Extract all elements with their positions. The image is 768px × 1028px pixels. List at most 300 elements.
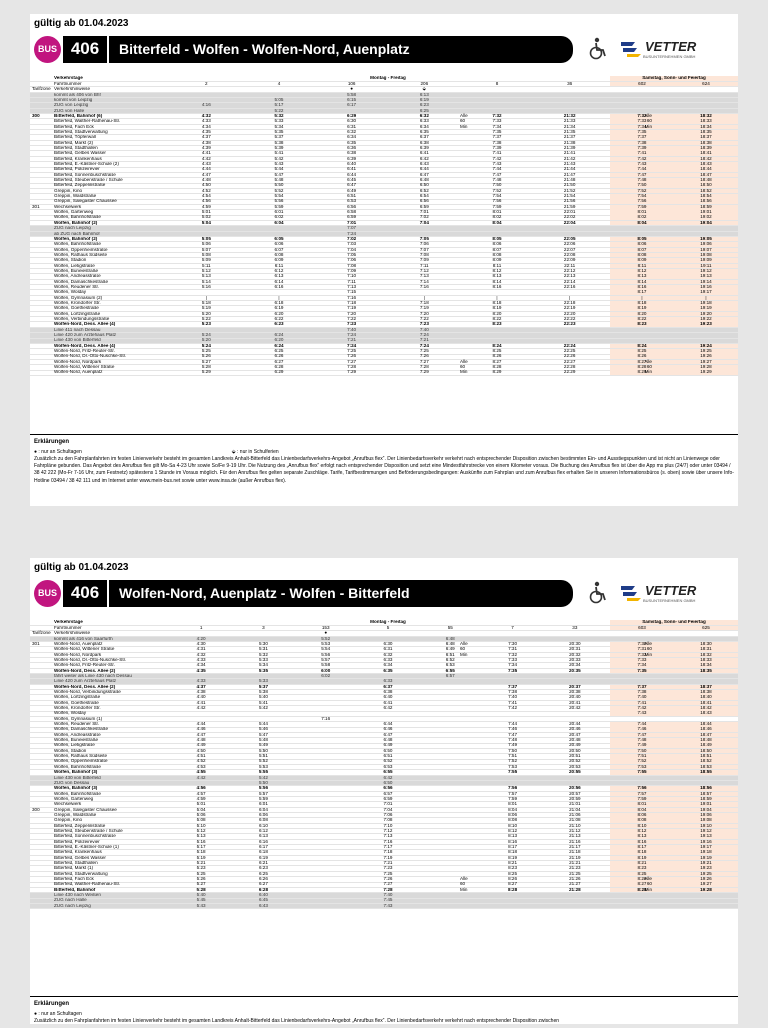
departure-time: 6:47 [419, 172, 429, 177]
departure-time: 5:35 [274, 129, 284, 134]
stop-name: Wolfen, Bahnhofstraße [54, 242, 101, 247]
departure-time: 7:23 [419, 322, 429, 327]
departure-time: 8:11 [492, 263, 502, 268]
line-number: 406 [63, 580, 107, 607]
stop-name: Wolfen-Nord, Dess. Allee (4) [54, 322, 116, 327]
departure-time: 6:23 [258, 866, 268, 871]
departure-time: 6:33 [383, 657, 393, 662]
departure-time: 7:04 [383, 807, 393, 812]
tarif-zone: 300 [32, 806, 40, 812]
trip-number: 2 [205, 81, 208, 86]
departure-time: 5:53 [321, 642, 331, 647]
stop-name: Wolfen, Gymnasium (1) [54, 716, 103, 721]
departure-time: 7:55 [507, 770, 518, 775]
departure-time: 4:50 [196, 748, 206, 753]
departure-time: 5:50 [274, 183, 284, 188]
stop-name: Bitterfeld, Fach Eck [54, 124, 94, 129]
departure-time: 6:41 [419, 151, 429, 156]
trip-number: 206 [420, 81, 429, 86]
departure-time: 22:04 [563, 220, 576, 225]
stop-name: Wolfen, Damaschkestraße [54, 279, 109, 284]
departure-time: 7:41 [492, 151, 502, 156]
frequency-note: Min [460, 123, 468, 129]
stop-name: Bitterfeld, Stadtverwaltung [54, 871, 108, 876]
company-sub: BUSUNTERNEHMEN GMBH [643, 54, 696, 59]
departure-time: 6:29 [347, 114, 357, 119]
departure-time: 22:22 [563, 317, 576, 321]
departure-time: 7:12 [419, 268, 429, 273]
departure-time: 21:38 [563, 140, 576, 145]
departure-time: 7:38 [610, 690, 674, 695]
departure-time: 6:41 [383, 700, 393, 705]
departure-time: 6:11 [274, 263, 284, 268]
departure-time: 7:32 [508, 652, 518, 657]
departure-time: 8:19 [508, 855, 518, 860]
stop-name: Linie 411 nach Dessau [54, 327, 101, 332]
departure-time: 5:42 [258, 775, 268, 780]
departure-time: 7:37 [610, 135, 674, 140]
departure-time: 8:17 [610, 845, 674, 850]
departure-time: 6:59 [347, 215, 357, 220]
departure-time: 8:12 [508, 828, 518, 833]
header-sasofe: Samstag, Sonn- und Feiertag [610, 620, 738, 625]
departure-time: 19:17 [674, 845, 738, 850]
departure-time: 22:23 [563, 322, 576, 327]
departure-time: 21:10 [569, 823, 581, 828]
departure-time: 20:41 [569, 700, 581, 705]
departure-time: 7:24 [347, 343, 357, 348]
stop-name: Greppin, Waldstraße [54, 812, 97, 817]
departure-time: 7:33 [610, 658, 674, 663]
stop-row [30, 371, 738, 376]
stop-name: Wolfen, Lietigstraße [54, 263, 95, 268]
departure-time: 19:17 [674, 290, 738, 295]
departure-time: 8:08 [508, 818, 518, 823]
departure-time: 20:55 [568, 770, 581, 775]
departure-time: 7:37 [507, 684, 518, 689]
departure-time: 6:19 [419, 97, 429, 102]
departure-time: 6:13 [258, 834, 268, 839]
departure-time: 5:23 [196, 866, 206, 871]
wheelchair-icon [587, 37, 609, 61]
departure-time: 8:29 [610, 370, 674, 375]
company-logo [621, 583, 696, 603]
departure-time: 18:37 [674, 685, 738, 690]
departure-time: 5:32 [274, 114, 284, 119]
timetable-return [30, 620, 738, 909]
departure-time: 5:39 [274, 146, 284, 150]
departure-time: 6:32 [347, 129, 357, 134]
departure-time: 7:27 [347, 359, 357, 364]
departure-time: 18:40 [674, 695, 738, 700]
departure-time: 7:40 [508, 695, 518, 700]
stop-name: Wolfen, Wolday [54, 290, 87, 295]
trip-number: 106 [347, 81, 356, 86]
departure-time: 8:27 [610, 882, 674, 887]
departure-time: 7:49 [610, 743, 674, 748]
trip-mark: ⬙ [422, 87, 427, 92]
stop-name: Wolfen, Krondorfer Str. [54, 300, 101, 305]
departure-time: 8:08 [610, 818, 674, 823]
departure-time: 18:43 [674, 162, 738, 167]
departure-time: 7:56 [492, 199, 502, 204]
departure-time: 7:06 [419, 242, 429, 247]
departure-time: 7:44 [492, 167, 502, 172]
departure-time: 19:25 [674, 349, 738, 354]
stop-name: Bitterfeld, Markt (1) [54, 866, 94, 871]
departure-time: 5:38 [258, 690, 268, 694]
connection-row [30, 904, 738, 909]
departure-time: 7:16 [383, 839, 393, 844]
departure-time: 7:59 [610, 797, 674, 802]
departure-time: 7:19 [419, 306, 429, 311]
departure-time: 21:27 [569, 882, 581, 887]
departure-time: 6:32 [419, 114, 429, 119]
departure-time: 8:20 [610, 312, 674, 317]
stop-name: Wechselwerk [54, 204, 82, 209]
departure-time: 6:31 [383, 647, 393, 652]
departure-time: 6:09 [274, 258, 284, 263]
departure-time: 6:42 [419, 156, 429, 161]
departure-time: 8:01 [610, 802, 674, 807]
departure-time: 22:12 [563, 268, 576, 273]
departure-time: 5:22 [201, 317, 211, 321]
departure-time: 7:48 [610, 178, 674, 183]
frequency-note: Min [460, 886, 468, 892]
departure-time: 6:02 [321, 673, 331, 678]
departure-time: 6:43 [258, 903, 268, 908]
stop-name: Wolfen-Nord, Dess. Allee (2) [54, 668, 116, 673]
departure-time: 5:40 [258, 695, 268, 700]
departure-time: 6:51 [445, 652, 455, 657]
departure-time: 8:08 [492, 252, 502, 257]
departure-time: 7:42 [610, 706, 674, 711]
departure-time: 7:49 [508, 743, 518, 748]
departure-time: 7:33 [508, 657, 518, 662]
departure-time: 7:04 [347, 247, 357, 252]
departure-time: 7:56 [610, 199, 674, 204]
departure-time: 21:33 [563, 119, 576, 124]
tarif-zone: 301 [32, 641, 40, 647]
stop-name: Wolfen, Goethestraße [54, 306, 99, 311]
departure-time: 19:01 [674, 802, 738, 807]
frequency-note-weekend: Alle [644, 358, 652, 364]
departure-time: 8:21 [508, 861, 518, 865]
departure-time: 7:24 [419, 333, 429, 338]
stop-name: Wolfen-Nord, Nordpark [54, 359, 102, 364]
departure-time: 7:40 [610, 695, 674, 700]
departure-time: 18:33 [674, 119, 738, 124]
departure-time: 7:05 [419, 236, 429, 241]
trip-number: 33 [572, 625, 578, 630]
departure-time: 7:08 [383, 818, 393, 823]
departure-time: 19:27 [674, 882, 738, 887]
departure-time: 19:12 [674, 829, 738, 834]
tarif-zone: 301 [32, 203, 40, 209]
departure-time: 19:18 [674, 850, 738, 855]
departure-time: 5:28 [201, 365, 211, 370]
stop-name: Wolfen-Nord, Nordpark [54, 652, 102, 657]
departure-time: 21:56 [563, 199, 576, 204]
departure-time: 22:05 [563, 236, 576, 241]
departure-time: 7:24 [419, 343, 429, 348]
frequency-note-weekend: Alle [644, 640, 652, 646]
departure-time: 6:01 [274, 210, 284, 215]
departure-time: 5:06 [196, 812, 206, 817]
frequency-note-weekend: Min [644, 886, 652, 892]
departure-time: 7:39 [610, 146, 674, 151]
departure-time: 4:32 [196, 652, 206, 657]
stop-row [30, 125, 738, 130]
departure-time: 7:39 [492, 146, 502, 150]
departure-time: 6:17 [347, 103, 357, 108]
stop-name: Bitterfeld, Walther-Rathenau-Str. [54, 882, 121, 887]
departure-time: 7:32 [610, 653, 674, 658]
departure-time: 19:25 [674, 872, 738, 877]
departure-time: 5:59 [274, 204, 284, 209]
departure-time: 7:18 [383, 850, 393, 855]
departure-time: 8:04 [508, 807, 518, 812]
departure-time: 6:26 [258, 877, 268, 882]
departure-time: 20:44 [569, 722, 581, 727]
header-fahrtnummer: Fahrtnummer [54, 81, 82, 86]
stop-name: Bitterfeld, Sonnenbuschstraße [54, 834, 116, 839]
departure-time: 5:32 [258, 652, 268, 657]
stop-name: ZUG nach Halle [54, 898, 87, 903]
departure-time: 22:08 [563, 252, 576, 257]
departure-time: 19:19 [674, 306, 738, 311]
departure-time: 6:26 [274, 354, 284, 359]
departure-time: 7:30 [610, 642, 674, 647]
departure-time: 21:59 [563, 204, 576, 209]
frequency-note: 60 [460, 646, 466, 652]
departure-time: 5:16 [201, 284, 211, 289]
departure-time: 4:38 [196, 690, 206, 694]
departure-time: 19:28 [674, 888, 738, 893]
departure-time: 7:15 [347, 290, 357, 295]
departure-time: 7:29 [419, 370, 429, 375]
stop-name: Bitterfeld, Bahnhof (6) [54, 114, 103, 119]
departure-time: 4:39 [201, 146, 211, 150]
departure-time: 19:28 [674, 365, 738, 370]
departure-time: 5:08 [201, 252, 211, 257]
departure-time: 8:23 [610, 866, 674, 871]
stop-name: fährt weiter als Linie 430 nach Dessau [54, 673, 132, 678]
departure-time: 5:47 [274, 172, 284, 177]
stop-name: Bitterfeld, Krankenhaus [54, 850, 102, 855]
departure-time: 6:49 [347, 188, 357, 193]
departure-time: 22:16 [563, 284, 576, 289]
trip-number: 36 [567, 81, 573, 86]
departure-time: 8:28 [492, 365, 502, 370]
departure-time: 6:34 [419, 124, 429, 129]
departure-time: 5:18 [201, 300, 211, 305]
departure-time: 6:52 [383, 759, 393, 764]
stop-name: Wolfen, Reudener Str. [54, 284, 100, 289]
departure-time: 5:56 [321, 652, 331, 657]
departure-time: 8:25 [610, 349, 674, 354]
departure-time: 5:05 [274, 97, 284, 102]
departure-time: 5:33 [274, 119, 284, 124]
departure-time: 7:22 [347, 317, 357, 321]
departure-time: 7:02 [347, 236, 357, 241]
stop-name: Bitterfeld, Bahnhof [54, 887, 96, 892]
departure-time: 6:10 [258, 823, 268, 828]
departure-time: 8:17 [508, 844, 518, 849]
departure-time: 5:04 [196, 807, 206, 812]
departure-time: 8:25 [508, 871, 518, 876]
departure-time: 19:26 [674, 877, 738, 882]
departure-time: 6:30 [347, 119, 357, 124]
departure-time: 18:38 [674, 690, 738, 695]
departure-time: 18:55 [674, 770, 738, 775]
departure-time: 8:16 [492, 284, 502, 289]
departure-time: 8:24 [492, 343, 502, 348]
departure-time: 7:16 [419, 284, 429, 289]
stop-name: Wolfen, Krondorfer Str. [54, 706, 101, 711]
departure-time: 5:53 [258, 764, 268, 769]
stop-name: Bitterfeld, Zeppelinstraße [54, 823, 106, 828]
departure-time: 7:28 [347, 365, 357, 370]
stop-name: ZUG von Halle [54, 108, 85, 113]
stop-name: Wolfen, Bahnhof (3) [54, 786, 98, 791]
departure-time: 7:01 [347, 220, 357, 225]
departure-time: 6:01 [258, 802, 268, 807]
departure-time: 5:16 [196, 839, 206, 844]
departure-time: 18:50 [674, 749, 738, 754]
departure-time: 4:59 [201, 204, 211, 209]
departure-time: 6:32 [383, 652, 393, 657]
departure-time: 6:57 [445, 673, 455, 678]
departure-time: 5:52 [274, 188, 284, 193]
departure-time: 5:27 [201, 359, 211, 364]
departure-time: 4:52 [201, 188, 211, 193]
departure-time: 6:28 [258, 887, 269, 892]
departure-time: 7:21 [347, 338, 357, 343]
departure-time: 8:18 [492, 300, 502, 305]
departure-time: 7:43 [610, 711, 674, 716]
departure-time: 22:18 [563, 300, 576, 305]
header-mofr: Montag - Freitag [370, 76, 406, 81]
departure-time: 8:11 [610, 264, 674, 269]
departure-time: 18:32 [674, 114, 738, 119]
wheelchair-icon [587, 581, 609, 605]
tarif-zone: 300 [32, 113, 40, 119]
departure-time: 19:12 [674, 269, 738, 274]
trip-mark: ● [324, 631, 328, 636]
legend-outbound [30, 434, 738, 488]
departure-time: 5:38 [274, 140, 284, 145]
departure-time: 7:47 [610, 173, 674, 178]
departure-time: 5:09 [201, 258, 211, 263]
stop-name: kommt als 406 von Bhf [54, 92, 101, 97]
departure-time: 6:20 [274, 311, 284, 316]
departure-time: 22:27 [563, 359, 576, 364]
departure-time: 8:10 [508, 823, 518, 828]
departure-time: 6:35 [383, 668, 393, 673]
departure-time: 6:48 [445, 642, 455, 647]
departure-time: 6:48 [419, 178, 429, 183]
departure-time: 4:30 [196, 642, 206, 647]
departure-time: 5:57 [258, 791, 268, 796]
departure-time: 6:37 [383, 684, 393, 689]
stop-name: Wolfen-Nord, Auenplatz [54, 370, 103, 375]
departure-time: 5:31 [258, 647, 268, 652]
departure-time: 5:40 [196, 893, 206, 898]
stop-name: Linie 420 zum Ärztehaus Platz [54, 679, 117, 684]
departure-time: 6:50 [419, 183, 429, 188]
departure-time: 6:57 [383, 791, 393, 796]
departure-time: 6:53 [347, 199, 357, 204]
departure-time: 5:47 [258, 732, 268, 737]
departure-time: 6:24 [274, 343, 284, 348]
departure-time: 6:18 [274, 300, 284, 305]
departure-time: 5:50 [258, 748, 268, 753]
departure-time: 18:52 [674, 759, 738, 764]
departure-time: 22:02 [563, 215, 576, 220]
departure-time: 7:35 [610, 669, 674, 674]
departure-time: 8:25 [610, 872, 674, 877]
departure-time: 6:52 [419, 188, 429, 193]
departure-time: 4:40 [196, 695, 206, 700]
departure-time: 6:47 [383, 732, 393, 737]
departure-time: 7:03 [347, 242, 357, 247]
departure-time: 7:42 [610, 157, 674, 162]
departure-time: 7:19 [383, 855, 393, 860]
departure-time: 7:33 [610, 119, 674, 124]
departure-time: 19:13 [674, 274, 738, 279]
departure-time: 19:06 [674, 813, 738, 818]
departure-time: 4:50 [201, 183, 211, 188]
frequency-note-weekend: Alle [644, 876, 652, 882]
departure-time: 6:43 [419, 162, 429, 167]
departure-time: 7:32 [610, 114, 674, 119]
trip-number: 3 [262, 625, 265, 630]
stop-name: Wolfen, Damaschkestraße [54, 727, 109, 732]
stop-name: ZUG von Leipzig [54, 103, 89, 108]
departure-time: 19:04 [674, 221, 738, 226]
departure-time: 7:31 [610, 647, 674, 652]
departure-time: 6:40 [383, 695, 393, 700]
departure-time: 6:29 [274, 370, 284, 375]
departure-time: 18:48 [674, 178, 738, 183]
departure-time: 5:26 [201, 354, 211, 359]
trip-number: 602 [610, 82, 674, 87]
departure-time: 7:50 [508, 748, 518, 753]
departure-time: 22:14 [563, 279, 576, 284]
stop-name: Wolfen, Lortzingstraße [54, 311, 101, 316]
departure-time: 20:30 [569, 642, 581, 647]
departure-time: 7:48 [492, 178, 502, 183]
departure-time: 7:38 [492, 140, 502, 145]
departure-time: 6:20 [274, 338, 284, 343]
departure-time: 7:42 [508, 706, 518, 711]
departure-time: 5:25 [201, 349, 211, 354]
departure-time: 8:05 [492, 236, 502, 241]
departure-time: 18:54 [674, 194, 738, 199]
trip-number: 55 [447, 625, 453, 630]
departure-time: 5:12 [196, 828, 206, 833]
frequency-note: Alle [460, 112, 468, 118]
frequency-note-weekend: Min [644, 651, 652, 657]
departure-time: 6:45 [258, 898, 268, 903]
departure-time: 18:44 [674, 722, 738, 727]
departure-time: 5:02 [201, 215, 211, 220]
departure-time: 19:29 [674, 370, 738, 375]
departure-time: 7:44 [610, 722, 674, 727]
departure-time: 7:28 [419, 365, 429, 370]
departure-time: 7:48 [508, 738, 518, 743]
